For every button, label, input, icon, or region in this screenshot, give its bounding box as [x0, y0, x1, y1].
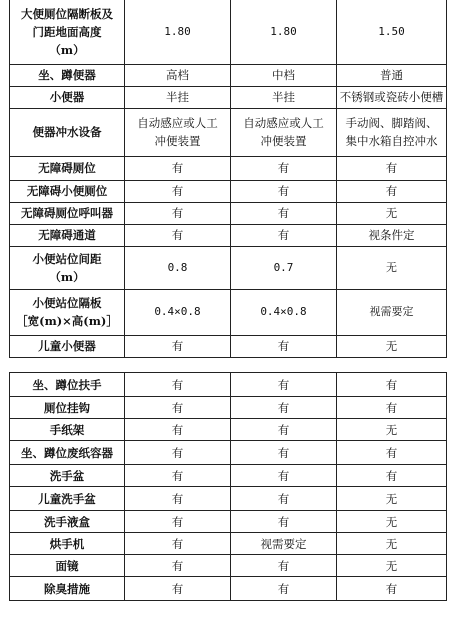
table-cell: 有: [231, 180, 337, 202]
table-cell: 有: [231, 465, 337, 487]
row-label: 便器冲水设备: [10, 108, 125, 156]
table-cell: 有: [125, 335, 231, 357]
row-label: 小便站位间距 （m）: [10, 246, 125, 289]
table-row: [10, 419, 447, 441]
table-cell: 无: [337, 555, 447, 577]
table-row: [10, 224, 447, 246]
table-cell: 有: [231, 224, 337, 246]
table-cell: 有: [125, 533, 231, 555]
table-cell: 有: [337, 180, 447, 202]
row-label: 烘手机: [10, 533, 125, 555]
table-cell: 有: [231, 202, 337, 224]
table-row: [10, 441, 447, 465]
table-cell: 有: [231, 156, 337, 180]
table-cell: 1.80: [231, 0, 337, 64]
row-label: 无障碍通道: [10, 224, 125, 246]
table-cell: 自动感应或人工 冲便装置: [125, 108, 231, 156]
table-cell: 有: [125, 202, 231, 224]
row-label: 儿童洗手盆: [10, 487, 125, 511]
row-label: 无障碍小便厕位: [10, 180, 125, 202]
row-label: 除臭措施: [10, 577, 125, 601]
table-cell: 有: [231, 577, 337, 601]
table-cell: 1.80: [125, 0, 231, 64]
table-row: [10, 555, 447, 577]
table-cell: 有: [231, 335, 337, 357]
table-cell: 0.7: [231, 246, 337, 289]
table-row: [10, 156, 447, 180]
row-label: 坐、蹲位扶手: [10, 373, 125, 397]
row-label: 洗手盆: [10, 465, 125, 487]
table-cell: 有: [125, 577, 231, 601]
table-cell: 1.50: [337, 0, 447, 64]
table-cell: 有: [231, 419, 337, 441]
table-cell: 有: [231, 441, 337, 465]
row-label: 坐、蹲便器: [10, 64, 125, 86]
table-cell: 0.4×0.8: [125, 289, 231, 335]
row-label: 面镜: [10, 555, 125, 577]
table-cell: 有: [125, 419, 231, 441]
table-cell: 有: [125, 224, 231, 246]
row-label: 厕位挂钩: [10, 397, 125, 419]
row-label: 小便器: [10, 86, 125, 108]
table-cell: 有: [125, 180, 231, 202]
table-cell: 不锈钢或瓷砖小便槽: [337, 86, 447, 108]
table-cell: 有: [231, 487, 337, 511]
table-row: [10, 373, 447, 397]
table-cell: 有: [125, 465, 231, 487]
table-cell: 有: [125, 156, 231, 180]
table-cell: 半挂: [231, 86, 337, 108]
table-cell: 有: [231, 373, 337, 397]
table-row: [10, 246, 447, 289]
table-cell: 中档: [231, 64, 337, 86]
table-cell: 半挂: [125, 86, 231, 108]
table-cell: 无: [337, 419, 447, 441]
row-label: 大便厕位隔断板及 门距地面高度 （m）: [10, 0, 125, 64]
table-cell: 有: [231, 511, 337, 533]
table-cell: 有: [337, 156, 447, 180]
table-cell: 视条件定: [337, 224, 447, 246]
table-row: [10, 511, 447, 533]
table-cell: 自动感应或人工 冲便装置: [231, 108, 337, 156]
table-row: [10, 397, 447, 419]
table-cell: 手动阀、脚踏阀、 集中水箱自控冲水: [337, 108, 447, 156]
table-cell: 有: [125, 373, 231, 397]
facility-table-part2: [9, 372, 447, 601]
table-row: [10, 487, 447, 511]
row-label: 无障碍厕位呼叫器: [10, 202, 125, 224]
table-cell: 无: [337, 511, 447, 533]
table-cell: 普通: [337, 64, 447, 86]
table-cell: 无: [337, 246, 447, 289]
table-cell: 有: [337, 577, 447, 601]
facility-table-part1: [9, 0, 447, 358]
row-label: 手纸架: [10, 419, 125, 441]
table-cell: 有: [125, 397, 231, 419]
table-row: [10, 64, 447, 86]
table-cell: 有: [337, 441, 447, 465]
table-row: [10, 0, 447, 64]
row-label: 儿童小便器: [10, 335, 125, 357]
table-row: [10, 180, 447, 202]
table-cell: 有: [337, 373, 447, 397]
table-cell: 有: [337, 397, 447, 419]
table-cell: 有: [231, 397, 337, 419]
table-cell: 有: [125, 555, 231, 577]
row-label: 无障碍厕位: [10, 156, 125, 180]
table-row: [10, 86, 447, 108]
table-cell: 0.4×0.8: [231, 289, 337, 335]
row-label: 坐、蹲位废纸容器: [10, 441, 125, 465]
table-cell: 有: [125, 511, 231, 533]
row-label: 小便站位隔板 ［宽(m)×高(m)］: [10, 289, 125, 335]
table-row: [10, 465, 447, 487]
table-cell: 有: [337, 465, 447, 487]
table-row: [10, 533, 447, 555]
table-cell: 有: [125, 487, 231, 511]
table-cell: 有: [231, 555, 337, 577]
table-cell: 无: [337, 202, 447, 224]
table-cell: 高档: [125, 64, 231, 86]
table-cell: 0.8: [125, 246, 231, 289]
table-cell: 无: [337, 487, 447, 511]
row-label: 洗手液盒: [10, 511, 125, 533]
table-row: [10, 289, 447, 335]
table-cell: 有: [125, 441, 231, 465]
table-cell: 无: [337, 533, 447, 555]
table-row: [10, 202, 447, 224]
table-cell: 视需要定: [231, 533, 337, 555]
table-row: [10, 577, 447, 601]
table-row: [10, 108, 447, 156]
table-cell: 无: [337, 335, 447, 357]
table-row: [10, 335, 447, 357]
table-cell: 视需要定: [337, 289, 447, 335]
